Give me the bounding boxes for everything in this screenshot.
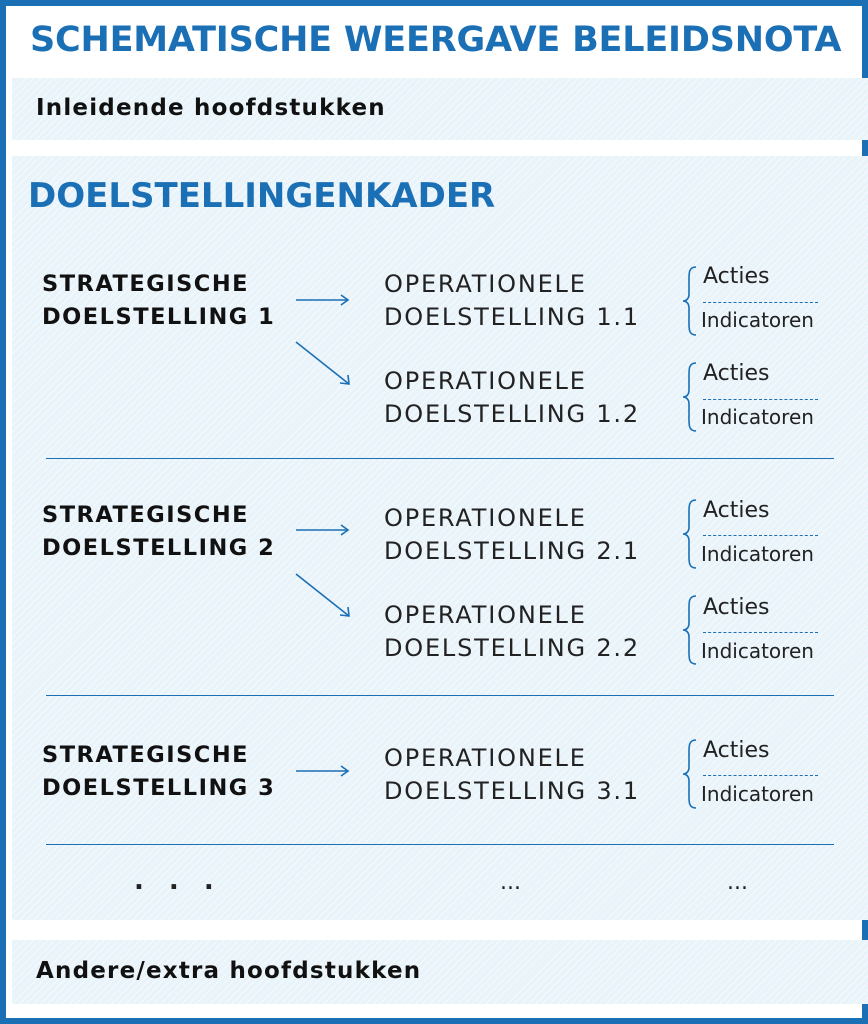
acties-label-2-1: Acties xyxy=(703,498,770,523)
strategic-goal-3-line2: DOELSTELLING 3 xyxy=(42,775,276,801)
operational-goal-3-1-line2: DOELSTELLING 3.1 xyxy=(384,777,640,805)
curly-brace-icon xyxy=(682,499,698,569)
strategic-goal-2 xyxy=(42,499,275,565)
operational-goal-2-1-line2: DOELSTELLING 2.1 xyxy=(384,537,640,565)
strategic-goal-1-line1: STRATEGISCHE xyxy=(42,271,250,297)
strategic-goal-3 xyxy=(42,739,275,805)
operational-goal-2-2-line1: OPERATIONELE xyxy=(384,601,587,629)
operational-goal-1-1-line2: DOELSTELLING 1.1 xyxy=(384,303,640,331)
operational-goal-3-1-line1: OPERATIONELE xyxy=(384,744,587,772)
indicatoren-label-1-1: Indicatoren xyxy=(701,308,814,332)
page-title: SCHEMATISCHE WEERGAVE BELEIDSNOTA xyxy=(30,20,842,60)
operational-goal-1-1-line1: OPERATIONELE xyxy=(384,270,587,298)
dashed-separator xyxy=(703,302,818,303)
operational-goal-1-2-line2: DOELSTELLING 1.2 xyxy=(384,400,640,428)
curly-brace-icon xyxy=(682,362,698,432)
operational-goal-2-1-line1: OPERATIONELE xyxy=(384,504,587,532)
dashed-separator xyxy=(703,399,818,400)
indicatoren-label-1-2: Indicatoren xyxy=(701,405,814,429)
acties-label-2-2: Acties xyxy=(703,595,770,620)
operational-goal-2-2-line2: DOELSTELLING 2.2 xyxy=(384,634,640,662)
curly-brace-icon xyxy=(682,595,698,665)
operational-goal-2-2 xyxy=(384,599,640,665)
arrow-right-icon xyxy=(296,292,352,308)
outro-band xyxy=(12,940,868,1004)
acties-label-1-1: Acties xyxy=(703,264,770,289)
acties-label-3-1: Acties xyxy=(703,738,770,763)
more-strategic-ellipsis: . . . xyxy=(134,866,222,896)
operational-goal-3-1 xyxy=(384,742,640,808)
group-divider xyxy=(46,695,834,696)
operational-goal-1-2 xyxy=(384,365,640,431)
acties-label-1-2: Acties xyxy=(703,361,770,386)
curly-brace-icon xyxy=(682,739,698,809)
intro-label: Inleidende hoofdstukken xyxy=(36,95,386,121)
arrow-right-icon xyxy=(296,522,352,538)
dashed-separator xyxy=(703,535,818,536)
outro-label: Andere/extra hoofdstukken xyxy=(36,958,422,984)
strategic-goal-2-line2: DOELSTELLING 2 xyxy=(42,535,276,561)
more-operational-ellipsis: ... xyxy=(500,870,521,895)
group-divider xyxy=(46,844,834,845)
strategic-goal-1 xyxy=(42,268,275,334)
arrow-diagonal-icon xyxy=(296,574,354,620)
arrow-diagonal-icon xyxy=(296,342,354,388)
indicatoren-label-2-2: Indicatoren xyxy=(701,639,814,663)
more-actions-ellipsis: ... xyxy=(727,870,748,895)
indicatoren-label-3-1: Indicatoren xyxy=(701,782,814,806)
curly-brace-icon xyxy=(682,266,698,336)
intro-band xyxy=(12,78,868,140)
operational-goal-1-1 xyxy=(384,268,640,334)
operational-goal-1-2-line1: OPERATIONELE xyxy=(384,367,587,395)
dashed-separator xyxy=(703,775,818,776)
arrow-right-icon xyxy=(296,763,352,779)
strategic-goal-3-line1: STRATEGISCHE xyxy=(42,742,250,768)
group-divider xyxy=(46,458,834,459)
dashed-separator xyxy=(703,632,818,633)
indicatoren-label-2-1: Indicatoren xyxy=(701,542,814,566)
section-title: DOELSTELLINGENKADER xyxy=(28,176,496,216)
strategic-goal-1-line2: DOELSTELLING 1 xyxy=(42,304,276,330)
operational-goal-2-1 xyxy=(384,502,640,568)
strategic-goal-2-line1: STRATEGISCHE xyxy=(42,502,250,528)
